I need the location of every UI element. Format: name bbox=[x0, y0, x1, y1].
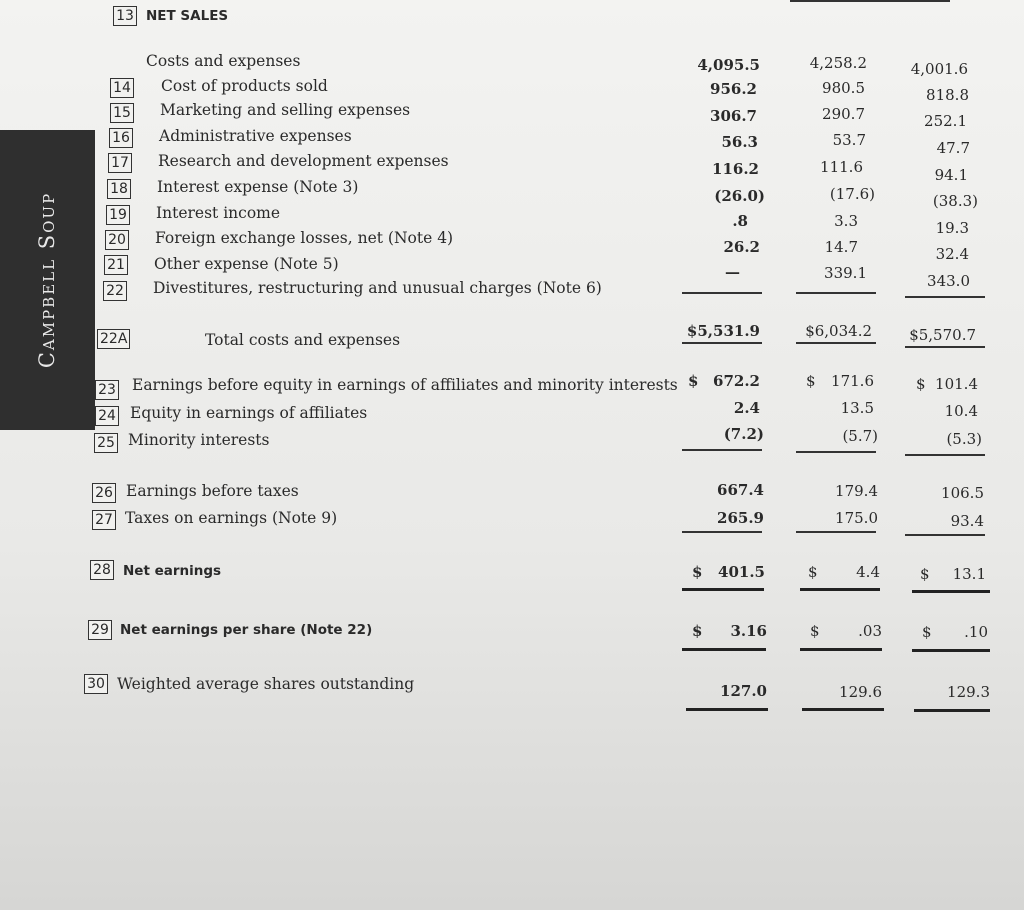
line-number-box: 17 bbox=[108, 153, 132, 173]
row-label: Earnings before taxes bbox=[126, 482, 299, 500]
row-value-c2: 171.6 bbox=[831, 372, 874, 390]
row-value-c3: 106.5 bbox=[941, 484, 984, 502]
row-value-c1: 56.3 bbox=[721, 133, 758, 151]
row-value-c2: 980.5 bbox=[822, 79, 865, 97]
row-label: Research and development expenses bbox=[158, 152, 449, 170]
top-rule bbox=[790, 0, 950, 2]
double-rule bbox=[912, 649, 990, 652]
row-label: Equity in earnings of affiliates bbox=[130, 404, 368, 422]
row-label: Taxes on earnings (Note 9) bbox=[125, 509, 338, 527]
row-value-c2: 13.5 bbox=[840, 399, 874, 417]
row-value-c3: 10.4 bbox=[944, 402, 978, 420]
row-value-c2: 175.0 bbox=[835, 509, 878, 527]
row-value-c1: 26.2 bbox=[723, 238, 760, 256]
eps-c3: .10 bbox=[964, 623, 988, 641]
row-value-c2: 111.6 bbox=[820, 158, 863, 176]
subtotal-rule bbox=[905, 454, 985, 456]
row-value-c3: 101.4 bbox=[935, 375, 978, 393]
row-value-c3: 93.4 bbox=[950, 512, 984, 530]
row-value-c1: 265.9 bbox=[717, 509, 764, 527]
row-label: Marketing and selling expenses bbox=[160, 101, 411, 119]
row-label: Earnings before equity in earnings of affiliates and minority interests bbox=[132, 376, 678, 394]
net-sales-label: NET SALES bbox=[146, 8, 229, 24]
currency-symbol: $ bbox=[692, 622, 703, 640]
line-number-box: 27 bbox=[92, 510, 116, 530]
row-value-c3: 47.7 bbox=[936, 139, 970, 157]
net-earnings-c3: 13.1 bbox=[952, 565, 986, 583]
row-value-c3: 343.0 bbox=[927, 272, 970, 290]
row-value-c1: 672.2 bbox=[713, 372, 760, 390]
total-value-c3: $5,570.7 bbox=[909, 326, 976, 344]
row-value-c3: 19.3 bbox=[935, 219, 969, 237]
line-number-box: 22 bbox=[103, 281, 127, 301]
row-label: Interest expense (Note 3) bbox=[157, 178, 359, 196]
currency-symbol: $ bbox=[920, 565, 930, 583]
double-rule bbox=[800, 648, 882, 651]
row-value-c2: 290.7 bbox=[822, 105, 865, 123]
row-value-c3: 32.4 bbox=[935, 245, 969, 263]
eps-c2: .03 bbox=[858, 622, 882, 640]
shares-label: Weighted average shares outstanding bbox=[117, 675, 415, 693]
row-value-c1: 667.4 bbox=[717, 481, 764, 499]
row-value-c2: 179.4 bbox=[835, 482, 878, 500]
row-value-c3: 818.8 bbox=[926, 86, 969, 104]
line-number-box: 24 bbox=[95, 406, 119, 426]
total-value-c2: $6,034.2 bbox=[805, 322, 872, 340]
total-rule bbox=[682, 342, 762, 344]
side-tab bbox=[0, 130, 95, 430]
line-number-box: 13 bbox=[113, 6, 137, 26]
row-value-c1: 116.2 bbox=[712, 160, 759, 178]
currency-symbol: $ bbox=[916, 375, 926, 393]
row-value-c2: 53.7 bbox=[832, 131, 866, 149]
line-number-box: 21 bbox=[104, 255, 128, 275]
row-value-c2: (17.6) bbox=[829, 185, 875, 203]
line-number-box: 22A bbox=[97, 329, 130, 349]
line-number-box: 18 bbox=[107, 179, 131, 199]
row-label: Interest income bbox=[156, 204, 281, 222]
row-value-c1: 306.7 bbox=[710, 107, 757, 125]
subtotal-rule bbox=[905, 534, 985, 536]
row-value-c3: 252.1 bbox=[924, 112, 967, 130]
double-rule bbox=[800, 588, 880, 591]
double-rule bbox=[802, 708, 884, 711]
double-rule bbox=[914, 709, 990, 712]
row-value-c2: 3.3 bbox=[834, 212, 858, 230]
row-value-c3: 94.1 bbox=[934, 166, 968, 184]
row-label: Costs and expenses bbox=[146, 52, 301, 70]
row-label: Minority interests bbox=[128, 431, 270, 449]
eps-label: Net earnings per share (Note 22) bbox=[120, 622, 373, 638]
line-number-box: 25 bbox=[94, 433, 118, 453]
line-number-box: 20 bbox=[105, 230, 129, 250]
currency-symbol: $ bbox=[688, 372, 699, 390]
line-number-box: 23 bbox=[95, 380, 119, 400]
row-value-c1: (26.0) bbox=[714, 187, 765, 205]
subtotal-rule bbox=[796, 531, 876, 533]
double-rule bbox=[682, 588, 764, 591]
row-value-c2: 14.7 bbox=[824, 238, 858, 256]
line-number-box: 28 bbox=[90, 560, 114, 580]
subtotal-rule bbox=[796, 451, 876, 453]
row-value-c2: 339.1 bbox=[824, 264, 867, 282]
row-value-c2: (5.7) bbox=[842, 427, 878, 445]
total-label: Total costs and expenses bbox=[205, 331, 401, 349]
row-value-c1: 956.2 bbox=[710, 80, 757, 98]
row-value-c2: 4,258.2 bbox=[809, 54, 867, 72]
line-number-box: 15 bbox=[110, 103, 134, 123]
row-label: Administrative expenses bbox=[159, 127, 352, 145]
row-value-c1: 2.4 bbox=[733, 399, 760, 417]
subtotal-rule bbox=[796, 292, 876, 294]
row-value-c3: (5.3) bbox=[946, 430, 982, 448]
line-number-box: 29 bbox=[88, 620, 112, 640]
line-number-box: 26 bbox=[92, 483, 116, 503]
shares-c3: 129.3 bbox=[947, 683, 990, 701]
currency-symbol: $ bbox=[806, 372, 816, 390]
brand-label: Campbell Soup bbox=[35, 191, 59, 369]
row-label: Other expense (Note 5) bbox=[154, 255, 339, 273]
row-label: Cost of products sold bbox=[161, 77, 328, 95]
line-number-box: 14 bbox=[110, 78, 134, 98]
row-value-c3: (38.3) bbox=[932, 192, 978, 210]
row-value-c1: (7.2) bbox=[723, 425, 764, 443]
line-number-box: 16 bbox=[109, 128, 133, 148]
net-earnings-label: Net earnings bbox=[123, 563, 222, 579]
line-number-box: 30 bbox=[84, 674, 108, 694]
eps-c1: 3.16 bbox=[730, 622, 767, 640]
shares-c1: 127.0 bbox=[720, 682, 767, 700]
line-number-box: 19 bbox=[106, 205, 130, 225]
total-value-c1: $5,531.9 bbox=[686, 322, 760, 340]
subtotal-rule bbox=[682, 449, 762, 451]
row-label: Foreign exchange losses, net (Note 4) bbox=[155, 229, 454, 247]
subtotal-rule bbox=[682, 292, 762, 294]
net-earnings-c2: 4.4 bbox=[856, 563, 880, 581]
row-label: Divestitures, restructuring and unusual charges (Note 6) bbox=[153, 279, 602, 297]
row-value-c1: — bbox=[725, 263, 740, 281]
double-rule bbox=[682, 648, 766, 651]
total-rule bbox=[796, 342, 876, 344]
currency-symbol: $ bbox=[808, 563, 818, 581]
row-value-c3: 4,001.6 bbox=[910, 60, 968, 78]
subtotal-rule bbox=[905, 296, 985, 298]
row-value-c1: 4,095.5 bbox=[697, 56, 760, 74]
currency-symbol: $ bbox=[922, 623, 932, 641]
row-value-c1: .8 bbox=[732, 212, 748, 230]
shares-c2: 129.6 bbox=[839, 683, 882, 701]
currency-symbol: $ bbox=[692, 563, 703, 581]
double-rule bbox=[686, 708, 768, 711]
currency-symbol: $ bbox=[810, 622, 820, 640]
net-earnings-c1: 401.5 bbox=[718, 563, 765, 581]
subtotal-rule bbox=[682, 531, 762, 533]
total-rule bbox=[905, 346, 985, 348]
double-rule bbox=[912, 590, 990, 593]
